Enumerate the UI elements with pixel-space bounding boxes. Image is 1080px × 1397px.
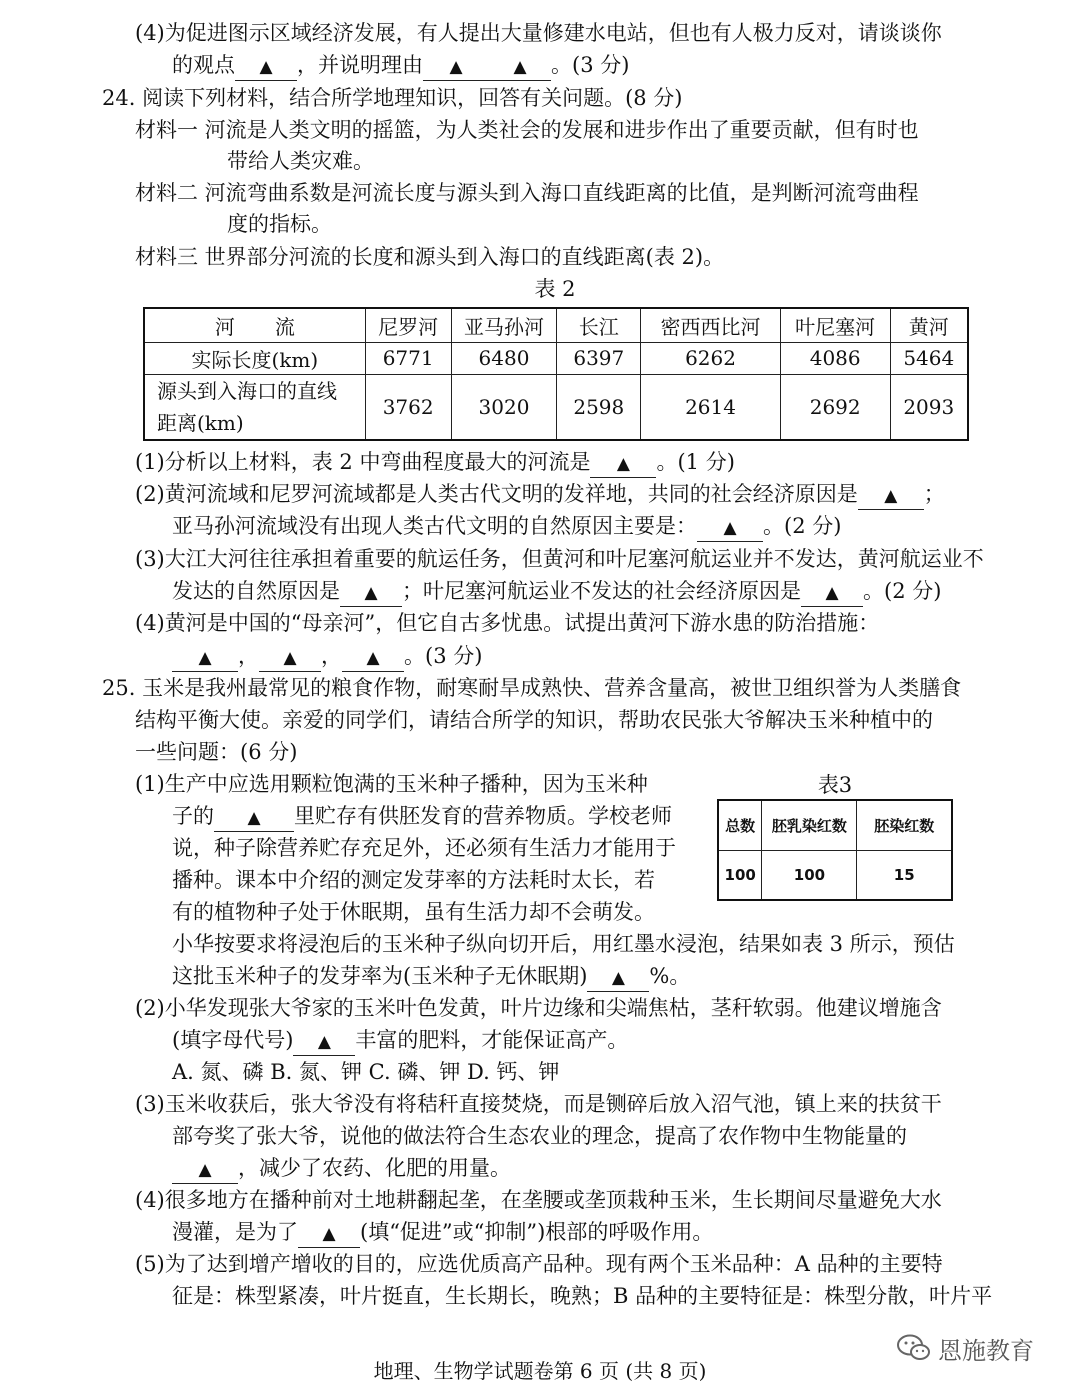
text-line [172, 1057, 559, 1087]
text-line [172, 641, 482, 671]
line-text: 部夸奖了张大爷，说他的做法符合生态农业的理念，提高了农作物中生物能量的 [172, 1124, 907, 1148]
table3-header-cell: 胚染红数 [857, 800, 952, 850]
table2-cell: 源头到入海口的直线距离(km) [144, 374, 365, 440]
text-line [135, 705, 933, 735]
line-text: (填字母代号) [172, 1028, 294, 1052]
text-line [135, 1089, 942, 1119]
table3-header-cell: 胚乳染红数 [762, 800, 857, 850]
line-text: (3)玉米收获后，张大爷没有将秸秆直接焚烧，而是铡碎后放入沼气池，镇上来的扶贫干 [135, 1092, 942, 1116]
triangle-icon: ▲ [198, 1160, 212, 1180]
answer-blank[interactable] [340, 578, 402, 607]
line-text: ； [923, 482, 945, 506]
line-text: 小华按要求将浸泡后的玉米种子纵向切开后，用红墨水浸泡，结果如表 3 所示，预估 [172, 932, 955, 956]
table2-header-cell: 亚马孙河 [451, 308, 557, 342]
text-line [102, 673, 961, 703]
answer-blank[interactable] [801, 578, 863, 607]
text-line [227, 209, 332, 239]
table2-cell: 6397 [557, 342, 641, 374]
line-text: 。(3 分) [551, 53, 630, 77]
table2-row-length [144, 342, 968, 374]
line-text: (4)黄河是中国的“母亲河”，但它自古多忧患。试提出黄河下游水患的防治措施： [135, 611, 880, 635]
text-line [135, 608, 879, 638]
line-text: 带给人类灾难。 [227, 149, 374, 173]
table2-cell: 2598 [557, 374, 641, 440]
answer-blank[interactable] [342, 643, 404, 672]
line-text: 度的指标。 [227, 212, 332, 236]
table2-header-cell: 尼罗河 [365, 308, 451, 342]
table3-cell: 100 [762, 850, 857, 900]
text-line [172, 1121, 907, 1151]
text-line [135, 737, 297, 767]
triangle-icon: ▲ [884, 486, 898, 506]
text-line [172, 576, 941, 606]
text-line [135, 447, 735, 477]
table2-header-cell: 叶尼塞河 [780, 308, 890, 342]
table2-header-cell: 河 流 [144, 308, 365, 342]
triangle-icon: ▲ [366, 648, 380, 668]
line-text: 说，种子除营养贮存充足外，还必须有生活力才能用于 [172, 836, 676, 860]
text-line [172, 929, 955, 959]
line-text: 这批玉米种子的发芽率为(玉米种子无休眠期) [172, 964, 588, 988]
line-text: (5)为了达到增产增收的目的，应选优质高产品种。现有两个玉米品种：A 品种的主要特 [135, 1252, 943, 1276]
text-line [172, 897, 655, 927]
table2-cell: 6262 [641, 342, 781, 374]
line-text: 。(2 分) [863, 579, 942, 603]
line-text: ；叶尼塞河航运业不发达的社会经济原因是 [402, 579, 801, 603]
line-text: 。(1 分) [656, 450, 735, 474]
answer-blank[interactable] [697, 513, 763, 542]
text-line [172, 865, 655, 895]
line-text: 材料二 河流弯曲系数是河流长度与源头到入海口直线距离的比值，是判断河流弯曲程 [135, 181, 919, 205]
line-text: 一些问题：(6 分) [135, 740, 298, 764]
text-line [172, 801, 672, 831]
seed-table [717, 799, 953, 901]
table2-header-cell: 黄河 [890, 308, 968, 342]
table2-cell: 2692 [780, 374, 890, 440]
table2-cell: 6771 [365, 342, 451, 374]
line-text: 发达的自然原因是 [172, 579, 340, 603]
text-line [172, 1281, 992, 1311]
triangle-icon: ▲ [364, 583, 378, 603]
text-line [172, 511, 841, 541]
text-line [172, 1217, 713, 1247]
text-line [135, 993, 942, 1023]
text-line [227, 146, 374, 176]
line-text: (2)黄河流域和尼罗河流域都是人类古代文明的发祥地，共同的社会经济原因是 [135, 482, 858, 506]
table3-cell: 15 [857, 850, 952, 900]
answer-blank[interactable] [235, 52, 297, 81]
triangle-icon: ▲ [825, 583, 839, 603]
table2-cell: 2093 [890, 374, 968, 440]
table2-cell: 实际长度(km) [144, 342, 365, 374]
triangle-icon: ▲ [259, 57, 273, 77]
text-line [102, 83, 683, 113]
answer-blank[interactable] [858, 481, 924, 510]
line-text: ， [321, 644, 342, 668]
table2-cell: 3020 [451, 374, 557, 440]
table2-caption: 表 2 [534, 277, 576, 301]
line-text: (4)为促进图示区域经济发展，有人提出大量修建水电站，但也有人极力反对，请谈谈你 [135, 21, 942, 45]
table2-cell: 5464 [890, 342, 968, 374]
triangle-icon: ▲ [283, 648, 297, 668]
line-text: 材料一 河流是人类文明的摇篮，为人类社会的发展和进步作出了重要贡献，但有时也 [135, 118, 919, 142]
table3-row [718, 850, 952, 900]
answer-blank[interactable] [423, 52, 489, 81]
table3-header-row [718, 800, 952, 850]
answer-blank[interactable] [172, 1155, 238, 1184]
triangle-icon: ▲ [198, 648, 212, 668]
table2-cell: 6480 [451, 342, 557, 374]
line-text: 征是：株型紧凑，叶片挺直，生长期长，晚熟；B 品种的主要特征是：株型分散，叶片平 [172, 1284, 993, 1308]
line-text: 丰富的肥料，才能保证高产。 [355, 1028, 629, 1052]
line-text: %。 [649, 964, 691, 988]
text-line [135, 18, 942, 48]
text-line [135, 178, 919, 208]
line-text: (1)分析以上材料，表 2 中弯曲程度最大的河流是 [135, 450, 591, 474]
line-text: 。(2 分) [763, 514, 842, 538]
text-line [172, 1025, 628, 1055]
table2-cell: 4086 [780, 342, 890, 374]
line-text: ， [238, 644, 259, 668]
text-line [135, 479, 945, 509]
answer-blank[interactable] [489, 52, 551, 81]
table2-header-row [144, 308, 968, 342]
table2-row-distance [144, 374, 968, 440]
line-text: (2)小华发现张大爷家的玉米叶色发黄，叶片边缘和尖端焦枯，茎秆软弱。他建议增施含 [135, 996, 942, 1020]
line-text: 亚马孙河流域没有出现人类古代文明的自然原因主要是： [172, 514, 697, 538]
line-text: 子的 [172, 804, 214, 828]
text-line [135, 769, 648, 799]
line-text: 25. 玉米是我州最常见的粮食作物，耐寒耐旱成熟快、营养含量高，被世卫组织誉为人类膳食 [102, 676, 962, 700]
answer-blank[interactable] [298, 1219, 360, 1248]
line-text: 。(3 分) [404, 644, 483, 668]
triangle-icon: ▲ [449, 57, 463, 77]
answer-blank[interactable] [214, 803, 294, 832]
triangle-icon: ▲ [513, 57, 527, 77]
line-text: 播种。课本中介绍的测定发芽率的方法耗时太长，若 [172, 868, 655, 892]
line-text: (4)很多地方在播种前对土地耕翻起垄，在垄腰或垄顶栽种玉米，生长期间尽量避免大水 [135, 1188, 942, 1212]
line-text: 漫灌，是为了 [172, 1220, 298, 1244]
text-line [135, 544, 984, 574]
answer-blank[interactable] [590, 449, 656, 478]
line-text: 有的植物种子处于休眠期，虽有生活力却不会萌发。 [172, 900, 655, 924]
table3-cell: 100 [718, 850, 762, 900]
triangle-icon: ▲ [322, 1224, 336, 1244]
line-text: ，并说明理由 [297, 53, 423, 77]
table2-cell: 3762 [365, 374, 451, 440]
text-line [172, 1153, 511, 1183]
text-line [135, 1249, 943, 1279]
answer-blank[interactable] [587, 963, 649, 992]
text-line [172, 833, 676, 863]
river-table [143, 307, 969, 441]
line-text: (1)生产中应选用颗粒饱满的玉米种子播种，因为玉米种 [135, 772, 648, 796]
triangle-icon: ▲ [247, 808, 261, 828]
table3-header-cell: 总数 [718, 800, 762, 850]
line-text: A. 氮、磷 B. 氮、钾 C. 磷、钾 D. 钙、钾 [172, 1060, 560, 1084]
page-footer: 地理、生物学试题卷第 6 页 (共 8 页) [373, 1359, 707, 1383]
table2-header-cell: 长江 [557, 308, 641, 342]
line-text: 材料三 世界部分河流的长度和源头到入海口的直线距离(表 2)。 [135, 245, 725, 269]
line-text: 的观点 [172, 53, 235, 77]
table3-caption: 表3 [817, 773, 853, 797]
text-line [135, 242, 724, 272]
triangle-icon: ▲ [317, 1032, 331, 1052]
line-text: ，减少了农药、化肥的用量。 [238, 1156, 511, 1180]
answer-blank[interactable] [293, 1027, 355, 1056]
answer-blank[interactable] [172, 643, 238, 672]
triangle-icon: ▲ [723, 518, 737, 538]
line-text: (3)大江大河往往承担着重要的航运任务，但黄河和叶尼塞河航运业并不发达，黄河航运业不 [135, 547, 984, 571]
text-line [172, 961, 690, 991]
line-text: 里贮存有供胚发育的营养物质。学校老师 [294, 804, 672, 828]
watermark-text: 恩施教育 [938, 1336, 1034, 1365]
text-line [135, 1185, 942, 1215]
line-text: (填“促进”或“抑制”)根部的呼吸作用。 [360, 1220, 714, 1244]
text-line [135, 115, 919, 145]
text-line [172, 50, 629, 80]
table2-header-cell: 密西西比河 [641, 308, 781, 342]
table2-cell: 2614 [641, 374, 781, 440]
line-text: 结构平衡大使。亲爱的同学们，请结合所学的知识，帮助农民张大爷解决玉米种植中的 [135, 708, 933, 732]
answer-blank[interactable] [259, 643, 321, 672]
triangle-icon: ▲ [616, 454, 630, 474]
triangle-icon: ▲ [611, 968, 625, 988]
line-text: 24. 阅读下列材料，结合所学地理知识，回答有关问题。(8 分) [102, 86, 683, 110]
